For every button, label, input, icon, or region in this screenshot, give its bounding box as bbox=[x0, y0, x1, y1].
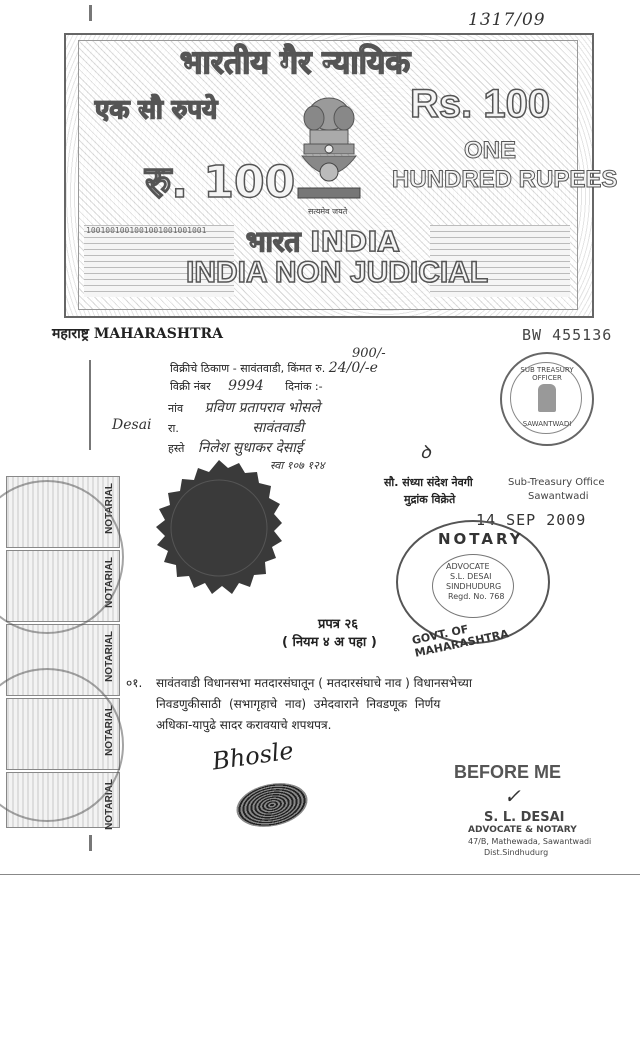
serial-label: विक्री नंबर bbox=[170, 380, 211, 393]
notary-signature: ✓ bbox=[504, 784, 521, 808]
form-item-number: ०१. bbox=[126, 676, 143, 690]
deponent-signature: Bhosle bbox=[210, 736, 296, 776]
vendor-name: सौ. संध्या संदेश नेवगी bbox=[384, 476, 473, 489]
ashoka-emblem-icon bbox=[296, 92, 362, 202]
notary-seal-line-1: ADVOCATE bbox=[446, 562, 490, 571]
stamp-non-judicial: INDIA NON JUDICIAL bbox=[186, 256, 489, 289]
stamp-bharat-india: भारत INDIA bbox=[246, 225, 400, 258]
notary-address-2: Dist.Sindhudurg bbox=[484, 848, 549, 857]
binding-line bbox=[89, 360, 91, 450]
stamp-serial: BW 455136 bbox=[522, 326, 613, 344]
residence-value: सावंतवाडी bbox=[252, 420, 304, 436]
notarial-stamp: NOTARIAL bbox=[6, 476, 120, 548]
before-me-label: BEFORE ME bbox=[454, 762, 562, 782]
form-body-line-1: सावंतवाडी विधानसभा मतदारसंघातून ( मतदारसंघाचे नाव ) विधानसभेच्या bbox=[156, 676, 472, 690]
name-label: नांव bbox=[168, 402, 184, 415]
stamp-title-hindi: भारतीय गैर न्यायिक bbox=[180, 43, 411, 81]
name-value: प्रविण प्रतापराव भोसले bbox=[204, 400, 321, 416]
through-label: हस्ते bbox=[168, 442, 185, 455]
vendor-initials: ꝺ bbox=[420, 442, 431, 463]
form-body-line-2: निवडणुकीसाठी (सभागृहाचे नाव) उमेदवाराने निवडणूक निर्णय bbox=[156, 697, 441, 711]
notary-seal-line-4: Regd. No. 768 bbox=[448, 592, 505, 601]
place-label: विक्रीचे ठिकाण - सावंतवाडी, किंमत रु. bbox=[170, 362, 326, 375]
embossed-seal-icon bbox=[144, 458, 294, 608]
date-label: दिनांक :- bbox=[285, 380, 323, 393]
through-value: निलेश सुधाकर देसाई bbox=[197, 440, 303, 456]
sale-name-row bbox=[168, 398, 320, 417]
notarial-stamp: NOTARIAL bbox=[6, 772, 120, 828]
thumbprint-icon bbox=[232, 777, 311, 833]
notarial-stamp: NOTARIAL bbox=[6, 550, 120, 622]
state-name-marathi: महाराष्ट्र bbox=[52, 326, 89, 342]
notary-seal bbox=[396, 520, 550, 660]
price-value: 24/0/-e bbox=[328, 360, 378, 376]
sale-through-row bbox=[168, 438, 303, 457]
sale-residence-row bbox=[168, 418, 304, 437]
binding-line bbox=[89, 835, 92, 851]
notary-name: S. L. DESAI bbox=[484, 810, 565, 825]
stamp-value-hindi: एक सौ रुपये bbox=[95, 95, 218, 125]
notary-seal-line-2: S.L. DESAI bbox=[450, 572, 492, 581]
stamp-value-rs: Rs. 100 bbox=[410, 82, 551, 126]
vendor-title: मुद्रांक विक्रेते bbox=[404, 493, 456, 506]
page-divider bbox=[0, 874, 640, 875]
form-body-line-3: अधिका-यापुढे सादर करावयाचे शपथपत्र. bbox=[156, 718, 332, 732]
vendor-office-1: Sub-Treasury Office bbox=[508, 477, 605, 488]
sub-treasury-seal bbox=[500, 352, 594, 446]
notarial-stamp: NOTARIAL bbox=[6, 698, 120, 770]
binding-line bbox=[89, 5, 92, 21]
stamp-microtext-line: 1001001001001001001001001 bbox=[86, 226, 207, 235]
form-rule: ( नियम ४ अ पहा ) bbox=[282, 635, 377, 650]
treasury-emblem-icon bbox=[538, 384, 556, 412]
notary-seal-top: NOTARY bbox=[438, 530, 524, 548]
stamp-motto: सत्यमेव जयते bbox=[308, 207, 348, 216]
date-stamp: 14 SEP 2009 bbox=[476, 511, 587, 529]
stamp-value-devanagari: रु. 100 bbox=[145, 157, 296, 208]
stamp-value-words-2: HUNDRED RUPEES bbox=[392, 166, 618, 193]
margin-note: Desai bbox=[112, 417, 152, 433]
state-name bbox=[52, 324, 223, 343]
notary-address-1: 47/B, Mathewada, Sawantwadi bbox=[468, 837, 592, 846]
notary-seal-line-3: SINDHUDURG bbox=[446, 582, 502, 591]
notarial-stamp: NOTARIAL bbox=[6, 624, 120, 696]
state-name-english: MAHARASHTRA bbox=[93, 326, 224, 342]
price-top: 900/- bbox=[352, 346, 386, 361]
file-number: 1317/09 bbox=[468, 10, 546, 30]
treasury-seal-bottom: SAWANTWADI bbox=[522, 420, 572, 428]
notary-title: ADVOCATE & NOTARY bbox=[468, 825, 577, 835]
residence-label: रा. bbox=[168, 422, 179, 435]
treasury-seal-top: SUB TREASURY OFFICER bbox=[520, 366, 574, 382]
stamp-value-words-1: ONE bbox=[464, 137, 517, 164]
sale-serial-row bbox=[170, 378, 323, 394]
form-title: प्रपत्र २६ bbox=[318, 617, 359, 632]
sale-place-row bbox=[170, 360, 378, 376]
notary-seal-bottom: GOVT. OF MAHARASHTRA bbox=[410, 622, 510, 660]
sale-extra: स्वा १०७ १२४ bbox=[270, 459, 325, 472]
vendor-office-2: Sawantwadi bbox=[528, 491, 589, 502]
serial-value: 9994 bbox=[228, 378, 264, 394]
